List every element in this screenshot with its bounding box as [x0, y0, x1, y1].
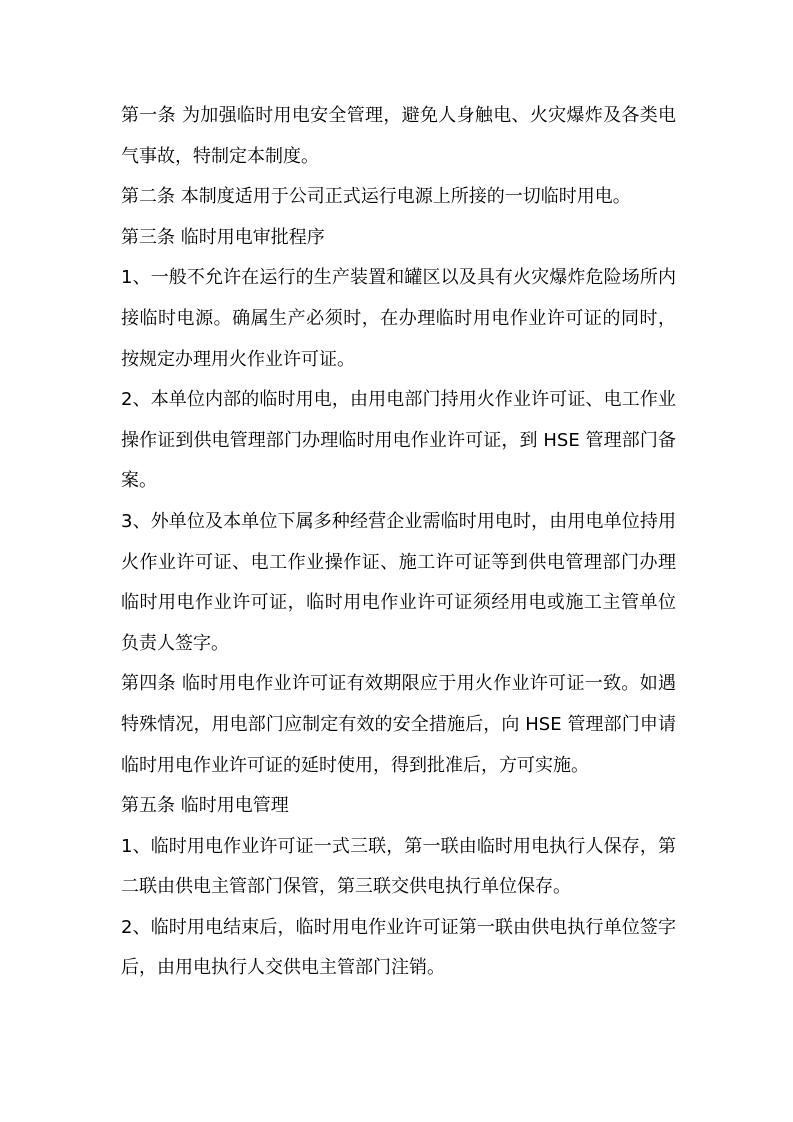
article-5-item-2: 2、临时用电结束后，临时用电作业许可证第一联由供电执行单位签字后，由用电执行人交供电主管部门注销。: [121, 916, 676, 979]
article-5-item-1: 1、临时用电作业许可证一式三联，第一联由临时用电执行人保存，第二联由供电主管部门保管，第三联交供电执行单位保存。: [121, 835, 676, 898]
article-2: 第二条 本制度适用于公司正式运行电源上所接的一切临时用电。: [121, 186, 631, 208]
article-3-item-2: 2、本单位内部的临时用电，由用电部门持用火作业许可证、电工作业操作证到供电管理部门办理临时用电作业许可证，到 HSE 管理部门备案。: [121, 389, 676, 492]
article-1: 第一条 为加强临时用电安全管理，避免人身触电、火灾爆炸及各类电气事故，特制定本制度。: [121, 105, 676, 167]
document-body: [121, 96, 676, 989]
article-3-heading: 第三条 临时用电审批程序: [121, 226, 325, 248]
article-3-item-1: 1、一般不允许在运行的生产装置和罐区以及具有火灾爆炸危险场所内接临时电源。确属生产必须时，在办理临时用电作业许可证的同时，按规定办理用火作业许可证。: [121, 267, 676, 370]
article-3-item-3: 3、外单位及本单位下属多种经营企业需临时用电时，由用电单位持用火作业许可证、电工作业操作证、施工许可证等到供电管理部门办理临时用电作业许可证，临时用电作业许可证须经用电或施工主管单位负责人签字。: [121, 510, 676, 654]
article-5-heading: 第五条 临时用电管理: [121, 795, 289, 817]
article-4: 第四条 临时用电作业许可证有效期限应于用火作业许可证一致。如遇特殊情况，用电部门应制定有效的安全措施后，向 HSE 管理部门申请临时用电作业许可证的延时使用，得到批准后，方可实施。: [121, 673, 676, 776]
